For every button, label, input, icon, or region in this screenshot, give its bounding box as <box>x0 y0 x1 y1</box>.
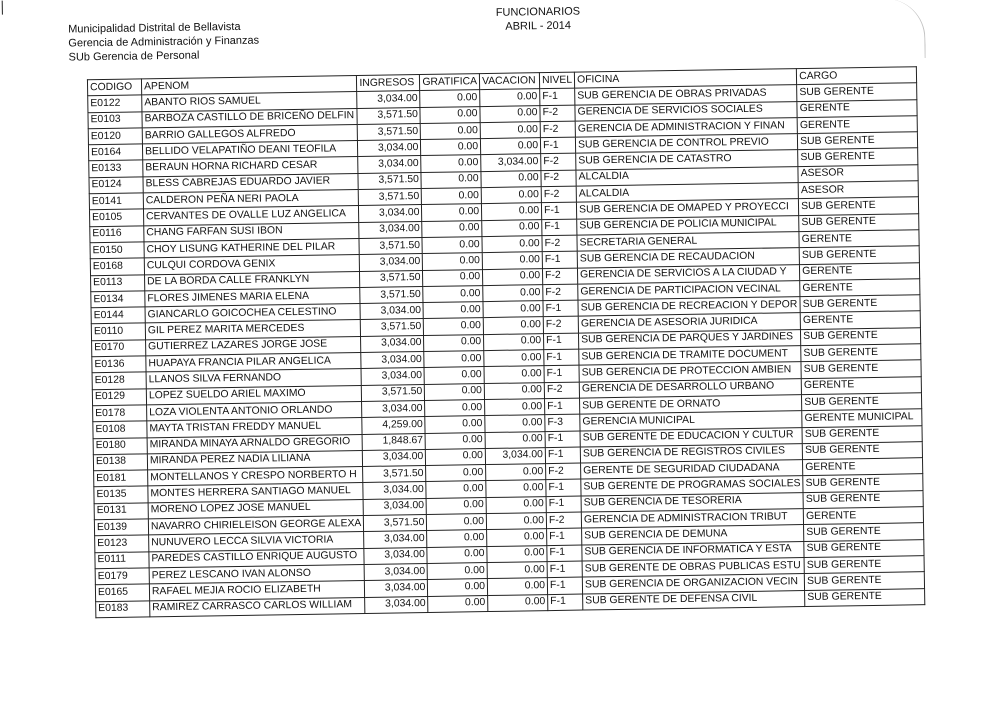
cell-cargo: ASESOR <box>798 165 918 183</box>
cell-apenom: LOPEZ SUELDO ARIEL MAXIMO <box>146 385 362 405</box>
cell-ingresos: 3,571.50 <box>362 384 425 401</box>
cell-cargo: SUB GERENTE <box>799 197 919 215</box>
cell-apenom: BLESS CABREJAS EDUARDO JAVIER <box>143 173 359 193</box>
cell-codigo: E0128 <box>92 372 146 389</box>
cell-ingresos: 3,571.50 <box>361 319 424 336</box>
cell-ingresos: 3,034.00 <box>364 547 427 564</box>
cell-ingresos: 4,259.00 <box>362 417 425 434</box>
cell-ingresos: 3,034.00 <box>358 156 421 173</box>
cell-apenom: LLANOS SILVA FERNANDO <box>146 369 362 389</box>
cell-vacacion: 0.00 <box>488 594 548 611</box>
cell-nivel: F-2 <box>546 512 581 529</box>
cell-cargo: SUB GERENTE <box>804 556 924 574</box>
cell-apenom: MONTELLANOS Y CRESPO NORBERTO H <box>148 467 364 487</box>
cell-vacacion: 0.00 <box>485 399 545 416</box>
cell-cargo: GERENTE <box>803 507 923 525</box>
cell-gratifica: 0.00 <box>424 351 484 368</box>
cell-vacacion: 0.00 <box>480 138 540 155</box>
cell-codigo: E0122 <box>88 95 142 112</box>
cell-oficina: SUB GERENCIA DE CONTROL PREVIO <box>575 134 797 154</box>
cell-gratifica: 0.00 <box>420 90 480 107</box>
document-period: ABRIL - 2014 <box>505 19 572 33</box>
cell-gratifica: 0.00 <box>425 400 485 417</box>
org-department: Gerencia de Administración y Finanzas <box>68 34 260 50</box>
cell-nivel: F-1 <box>541 202 576 219</box>
cell-ingresos: 3,034.00 <box>361 352 424 369</box>
cell-oficina: SUB GERENCIA DE PARQUES Y JARDINES <box>579 329 801 349</box>
cell-gratifica: 0.00 <box>427 562 487 579</box>
cell-cargo: SUB GERENTE <box>803 490 923 508</box>
cell-cargo: SUB GERENTE <box>798 148 918 166</box>
cell-apenom: RAFAEL MEJIA ROCIO ELIZABETH <box>149 581 365 601</box>
cell-nivel: F-1 <box>545 398 580 415</box>
cell-ingresos: 3,034.00 <box>359 221 422 238</box>
header-gratifica: GRATIFICA <box>420 74 480 91</box>
cell-cargo: GERENTE <box>799 230 919 248</box>
cell-nivel: F-1 <box>547 561 582 578</box>
cell-oficina: ALCALDIA <box>576 183 798 203</box>
cell-vacacion: 0.00 <box>481 170 541 187</box>
cell-nivel: F-1 <box>542 251 577 268</box>
cell-codigo: E0141 <box>89 193 143 210</box>
cell-cargo: GERENTE <box>801 376 921 394</box>
cell-gratifica: 0.00 <box>427 530 487 547</box>
cell-codigo: E0116 <box>90 226 144 243</box>
cell-vacacion: 0.00 <box>486 513 546 530</box>
cell-apenom: LOZA VIOLENTA ANTONIO ORLANDO <box>147 401 363 421</box>
cell-apenom: MONTES HERRERA SANTIAGO MANUEL <box>148 483 364 503</box>
cell-apenom: ABANTO RIOS SAMUEL <box>142 92 358 112</box>
cell-codigo: E0103 <box>88 112 142 129</box>
cell-nivel: F-1 <box>544 349 579 366</box>
cell-ingresos: 3,571.50 <box>358 123 421 140</box>
cell-apenom: FLORES JIMENES MARIA ELENA <box>145 287 361 307</box>
cell-codigo: E0164 <box>88 144 142 161</box>
cell-apenom: CHOY LISUNG KATHERINE DEL PILAR <box>144 238 360 258</box>
cell-gratifica: 0.00 <box>423 269 483 286</box>
cell-cargo: GERENTE <box>800 262 920 280</box>
cell-oficina: SUB GERENCIA DE DEMUNA <box>582 525 804 545</box>
cell-apenom: CALDERON PEÑA NERI PAOLA <box>143 190 359 210</box>
cell-vacacion: 0.00 <box>484 350 544 367</box>
cell-oficina: SUB GERENCIA DE RECREACION Y DEPOR <box>578 297 800 317</box>
cell-gratifica: 0.00 <box>426 497 486 514</box>
cell-codigo: E0170 <box>92 340 146 357</box>
cell-cargo: SUB GERENTE <box>797 83 917 101</box>
cell-cargo: SUB GERENTE <box>799 213 919 231</box>
cell-cargo: SUB GERENTE <box>798 132 918 150</box>
cell-oficina: GERENTE DE SEGURIDAD CIUDADANA <box>581 460 803 480</box>
cell-apenom: MIRANDA PEREZ NADIA LILIANA <box>147 450 363 470</box>
cell-codigo: E0134 <box>91 291 145 308</box>
cell-vacacion: 3,034.00 <box>481 154 541 171</box>
cell-nivel: F-1 <box>542 219 577 236</box>
cell-oficina: SUB GERENCIA DE RECAUDACION <box>577 248 799 268</box>
cell-oficina: GERENCIA DE ASESORIA JURIDICA <box>578 313 800 333</box>
cell-vacacion: 3,034.00 <box>485 447 545 464</box>
cell-oficina: GERENCIA DE PARTICIPACION VECINAL <box>578 280 800 300</box>
cell-cargo: SUB GERENTE <box>804 539 924 557</box>
cell-ingresos: 3,034.00 <box>364 531 427 548</box>
cell-apenom: GIL PEREZ MARITA MERCEDES <box>145 320 361 340</box>
cell-gratifica: 0.00 <box>421 171 481 188</box>
cell-apenom: CERVANTES DE OVALLE LUZ ANGELICA <box>143 206 359 226</box>
cell-oficina: SUB GERENCIA DE REGISTROS CIVILES <box>580 443 802 463</box>
cell-ingresos: 1,848.67 <box>362 433 425 450</box>
cell-oficina: SUB GERENTE DE DEFENSA CIVIL <box>583 590 805 610</box>
cell-gratifica: 0.00 <box>421 122 481 139</box>
cell-oficina: GERENCIA DE DESARROLLO URBANO <box>579 378 801 398</box>
org-name: Municipalidad Distrital de Bellavista <box>68 20 241 36</box>
cell-oficina: SECRETARIA GENERAL <box>577 232 799 252</box>
cell-gratifica: 0.00 <box>422 237 482 254</box>
cell-apenom: PEREZ LESCANO IVAN ALONSO <box>149 564 365 584</box>
cell-codigo: E0113 <box>91 274 145 291</box>
staff-table <box>87 66 926 618</box>
cell-vacacion: 0.00 <box>484 382 544 399</box>
org-subdepartment: SUb Gerencia de Personal <box>68 49 200 64</box>
cell-cargo: SUB GERENTE <box>803 474 923 492</box>
cell-cargo: ASESOR <box>798 181 918 199</box>
cell-cargo: GERENTE <box>797 99 917 117</box>
cell-nivel: F-1 <box>547 528 582 545</box>
cell-vacacion: 0.00 <box>481 187 541 204</box>
cell-codigo: E0183 <box>96 600 150 617</box>
cell-nivel: F-1 <box>547 577 582 594</box>
cell-gratifica: 0.00 <box>420 106 480 123</box>
cell-apenom: BARRIO GALLEGOS ALFREDO <box>142 124 358 144</box>
cell-vacacion: 0.00 <box>487 562 547 579</box>
cell-ingresos: 3,034.00 <box>364 563 427 580</box>
cell-apenom: MORENO LOPEZ JOSE MANUEL <box>148 499 364 519</box>
cell-ingresos: 3,571.50 <box>359 189 422 206</box>
cell-nivel: F-2 <box>540 121 575 138</box>
cell-vacacion: 0.00 <box>487 529 547 546</box>
cell-gratifica: 0.00 <box>421 155 481 172</box>
cell-vacacion: 0.00 <box>480 89 540 106</box>
cell-nivel: F-3 <box>545 414 580 431</box>
cell-ingresos: 3,034.00 <box>360 303 423 320</box>
cell-apenom: RAMIREZ CARRASCO CARLOS WILLIAM <box>150 597 366 617</box>
cell-nivel: F-2 <box>541 154 576 171</box>
cell-oficina: SUB GERENCIA DE OBRAS PRIVADAS <box>575 85 797 105</box>
cell-vacacion: 0.00 <box>482 236 542 253</box>
cell-vacacion: 0.00 <box>483 301 543 318</box>
cell-ingresos: 3,571.50 <box>364 515 427 532</box>
cell-apenom: HUAPAYA FRANCIA PILAR ANGELICA <box>146 353 362 373</box>
cell-vacacion: 0.00 <box>487 578 547 595</box>
cell-gratifica: 0.00 <box>426 481 486 498</box>
cell-cargo: SUB GERENTE <box>802 393 922 411</box>
cell-nivel: F-2 <box>543 317 578 334</box>
cell-vacacion: 0.00 <box>486 480 546 497</box>
cell-codigo: E0124 <box>89 177 143 194</box>
header-cargo: CARGO <box>797 67 917 85</box>
cell-oficina: SUB GERENCIA DE OMAPED Y PROYECCI <box>576 199 798 219</box>
cell-cargo: SUB GERENTE <box>800 295 920 313</box>
cell-ingresos: 3,034.00 <box>363 449 426 466</box>
cell-ingresos: 3,034.00 <box>359 205 422 222</box>
header-codigo: CODIGO <box>87 79 141 96</box>
cell-gratifica: 0.00 <box>421 139 481 156</box>
cell-apenom: CULQUI CORDOVA GENIX <box>144 255 360 275</box>
cell-nivel: F-1 <box>544 333 579 350</box>
cell-codigo: E0181 <box>94 470 148 487</box>
cell-apenom: BELLIDO VELAPATIÑO DEANI TEOFILA <box>142 141 358 161</box>
cell-gratifica: 0.00 <box>425 416 485 433</box>
cell-nivel: F-2 <box>540 105 575 122</box>
header-vacacion: VACACION <box>479 73 539 90</box>
cell-ingresos: 3,571.50 <box>360 270 423 287</box>
cell-vacacion: 0.00 <box>485 431 545 448</box>
cell-vacacion: 0.00 <box>483 317 543 334</box>
cell-codigo: E0105 <box>89 209 143 226</box>
cell-nivel: F-2 <box>542 268 577 285</box>
cell-cargo: GERENTE <box>797 116 917 134</box>
cell-ingresos: 3,034.00 <box>363 482 426 499</box>
cell-gratifica: 0.00 <box>426 465 486 482</box>
cell-ingresos: 3,034.00 <box>365 596 428 613</box>
cell-gratifica: 0.00 <box>427 546 487 563</box>
cell-apenom: GUTIERREZ LAZARES JORGE JOSE <box>146 336 362 356</box>
cell-oficina: ALCALDIA <box>576 166 798 186</box>
cell-oficina: SUB GERENCIA DE TESORERIA <box>581 492 803 512</box>
cell-oficina: GERENCIA MUNICIPAL <box>580 411 802 431</box>
cell-vacacion: 0.00 <box>484 333 544 350</box>
cell-oficina: GERENCIA DE SERVICIOS SOCIALES <box>575 101 797 121</box>
cell-apenom: NUNUVERO LECCA SILVIA VICTORIA <box>149 532 365 552</box>
cell-cargo: GERENTE MUNICIPAL <box>802 409 922 427</box>
cell-cargo: SUB GERENTE <box>804 572 924 590</box>
cell-oficina: GERENCIA DE ADMINISTRACION TRIBUT <box>581 509 803 529</box>
cell-vacacion: 0.00 <box>482 219 542 236</box>
cell-codigo: E0110 <box>91 323 145 340</box>
page-edge-mark <box>2 1 3 15</box>
cell-ingresos: 3,571.50 <box>357 107 420 124</box>
cell-oficina: GERENCIA DE SERVICIOS A LA CIUDAD Y <box>578 264 800 284</box>
cell-cargo: GERENTE <box>803 458 923 476</box>
cell-nivel: F-2 <box>544 382 579 399</box>
cell-cargo: SUB GERENTE <box>804 523 924 541</box>
cell-vacacion: 0.00 <box>483 284 543 301</box>
cell-nivel: F-1 <box>540 137 575 154</box>
cell-cargo: SUB GERENTE <box>801 327 921 345</box>
cell-codigo: E0136 <box>92 356 146 373</box>
cell-vacacion: 0.00 <box>484 366 544 383</box>
cell-gratifica: 0.00 <box>422 204 482 221</box>
cell-oficina: SUB GERENCIA DE ORGANIZACION VECIN <box>582 574 804 594</box>
document-title: FUNCIONARIOS <box>495 5 581 19</box>
cell-codigo: E0129 <box>92 389 146 406</box>
cell-apenom: MAYTA TRISTAN FREDDY MANUEL <box>147 418 363 438</box>
cell-gratifica: 0.00 <box>425 383 485 400</box>
cell-gratifica: 0.00 <box>428 595 488 612</box>
cell-oficina: SUB GERENTE DE EDUCACION Y CULTUR <box>580 427 802 447</box>
cell-codigo: E0144 <box>91 307 145 324</box>
cell-gratifica: 0.00 <box>423 302 483 319</box>
cell-ingresos: 3,571.50 <box>363 466 426 483</box>
header-oficina: OFICINA <box>574 69 796 89</box>
cell-codigo: E0135 <box>94 486 148 503</box>
cell-apenom: PAREDES CASTILLO ENRIQUE AUGUSTO <box>149 548 365 568</box>
cell-cargo: SUB GERENTE <box>805 588 925 606</box>
cell-cargo: GERENTE <box>800 279 920 297</box>
cell-codigo: E0139 <box>94 519 148 536</box>
cell-nivel: F-2 <box>542 235 577 252</box>
cell-ingresos: 3,034.00 <box>361 335 424 352</box>
cell-ingresos: 3,571.50 <box>358 172 421 189</box>
cell-gratifica: 0.00 <box>422 220 482 237</box>
cell-gratifica: 0.00 <box>428 579 488 596</box>
cell-cargo: SUB GERENTE <box>801 360 921 378</box>
cell-cargo: SUB GERENTE <box>802 442 922 460</box>
cell-codigo: E0180 <box>93 437 147 454</box>
cell-codigo: E0123 <box>95 535 149 552</box>
cell-vacacion: 0.00 <box>486 496 546 513</box>
cell-gratifica: 0.00 <box>422 188 482 205</box>
cell-gratifica: 0.00 <box>424 334 484 351</box>
header-ingresos: INGRESOS <box>357 75 420 92</box>
cell-codigo: E0178 <box>93 405 147 422</box>
cell-oficina: GERENCIA DE ADMINISTRACION Y FINAN <box>575 118 797 138</box>
cell-codigo: E0108 <box>93 421 147 438</box>
cell-nivel: F-1 <box>545 431 580 448</box>
cell-ingresos: 3,034.00 <box>358 140 421 157</box>
cell-ingresos: 3,034.00 <box>365 580 428 597</box>
cell-nivel: F-2 <box>543 284 578 301</box>
cell-codigo: E0133 <box>89 160 143 177</box>
header-apenom: APENOM <box>141 76 357 96</box>
cell-gratifica: 0.00 <box>425 432 485 449</box>
cell-apenom: MIRANDA MINAYA ARNALDO GREGORIO <box>147 434 363 454</box>
cell-apenom: NAVARRO CHIRIELEISON GEORGE ALEXA <box>148 515 364 535</box>
cell-vacacion: 0.00 <box>485 415 545 432</box>
cell-vacacion: 0.00 <box>480 122 540 139</box>
cell-gratifica: 0.00 <box>423 285 483 302</box>
cell-nivel: F-1 <box>540 88 575 105</box>
cell-nivel: F-1 <box>547 545 582 562</box>
cell-oficina: SUB GERENTE DE OBRAS PUBLICAS ESTU <box>582 557 804 577</box>
cell-vacacion: 0.00 <box>481 203 541 220</box>
cell-oficina: SUB GERENCIA DE INFORMATICA Y ESTA <box>582 541 804 561</box>
cell-codigo: E0111 <box>95 551 149 568</box>
cell-ingresos: 3,571.50 <box>360 286 423 303</box>
cell-oficina: SUB GERENCIA DE PROTECCION AMBIEN <box>579 362 801 382</box>
cell-codigo: E0179 <box>95 568 149 585</box>
cell-ingresos: 3,034.00 <box>361 368 424 385</box>
cell-apenom: BERAUN HORNA RICHARD CESAR <box>143 157 359 177</box>
cell-nivel: F-1 <box>543 300 578 317</box>
cell-nivel: F-2 <box>546 463 581 480</box>
cell-oficina: SUB GERENCIA DE POLICIA MUNICIPAL <box>577 215 799 235</box>
cell-cargo: SUB GERENTE <box>802 425 922 443</box>
cell-codigo: E0165 <box>95 584 149 601</box>
scan-artifact <box>884 0 926 59</box>
cell-apenom: CHANG FARFAN SUSI IBON <box>144 222 360 242</box>
cell-vacacion: 0.00 <box>487 545 547 562</box>
cell-codigo: E0131 <box>94 503 148 520</box>
cell-ingresos: 3,034.00 <box>357 91 420 108</box>
cell-codigo: E0150 <box>90 242 144 259</box>
cell-nivel: F-1 <box>546 496 581 513</box>
cell-codigo: E0138 <box>93 454 147 471</box>
cell-nivel: F-1 <box>544 365 579 382</box>
cell-cargo: SUB GERENTE <box>801 344 921 362</box>
cell-apenom: DE LA BORDA CALLE FRANKLYN <box>145 271 361 291</box>
cell-nivel: F-1 <box>548 594 583 611</box>
cell-nivel: F-2 <box>541 170 576 187</box>
cell-gratifica: 0.00 <box>427 514 487 531</box>
cell-nivel: F-1 <box>545 447 580 464</box>
cell-gratifica: 0.00 <box>426 448 486 465</box>
header-nivel: NIVEL <box>539 72 574 89</box>
cell-nivel: F-2 <box>541 186 576 203</box>
cell-ingresos: 3,034.00 <box>362 400 425 417</box>
cell-vacacion: 0.00 <box>482 252 542 269</box>
cell-oficina: SUB GERENTE DE PROGRAMAS SOCIALES <box>581 476 803 496</box>
cell-vacacion: 0.00 <box>482 268 542 285</box>
cell-gratifica: 0.00 <box>424 367 484 384</box>
cell-codigo: E0120 <box>88 128 142 145</box>
cell-cargo: GERENTE <box>800 311 920 329</box>
cell-nivel: F-1 <box>546 479 581 496</box>
cell-oficina: SUB GERENCIA DE CATASTRO <box>576 150 798 170</box>
cell-oficina: SUB GERENTE DE ORNATO <box>580 395 802 415</box>
cell-codigo: E0168 <box>90 258 144 275</box>
cell-cargo: SUB GERENTE <box>799 246 919 264</box>
cell-apenom: GIANCARLO GOICOCHEA CELESTINO <box>145 304 361 324</box>
cell-ingresos: 3,571.50 <box>359 237 422 254</box>
table-body <box>88 83 925 617</box>
cell-apenom: BARBOZA CASTILLO DE BRICEÑO DELFIN <box>142 108 358 128</box>
cell-gratifica: 0.00 <box>423 253 483 270</box>
cell-oficina: SUB GERENCIA DE TRAMITE DOCUMENT <box>579 346 801 366</box>
cell-vacacion: 0.00 <box>486 464 546 481</box>
cell-ingresos: 3,034.00 <box>360 254 423 271</box>
cell-vacacion: 0.00 <box>480 105 540 122</box>
cell-gratifica: 0.00 <box>424 318 484 335</box>
cell-ingresos: 3,034.00 <box>363 498 426 515</box>
